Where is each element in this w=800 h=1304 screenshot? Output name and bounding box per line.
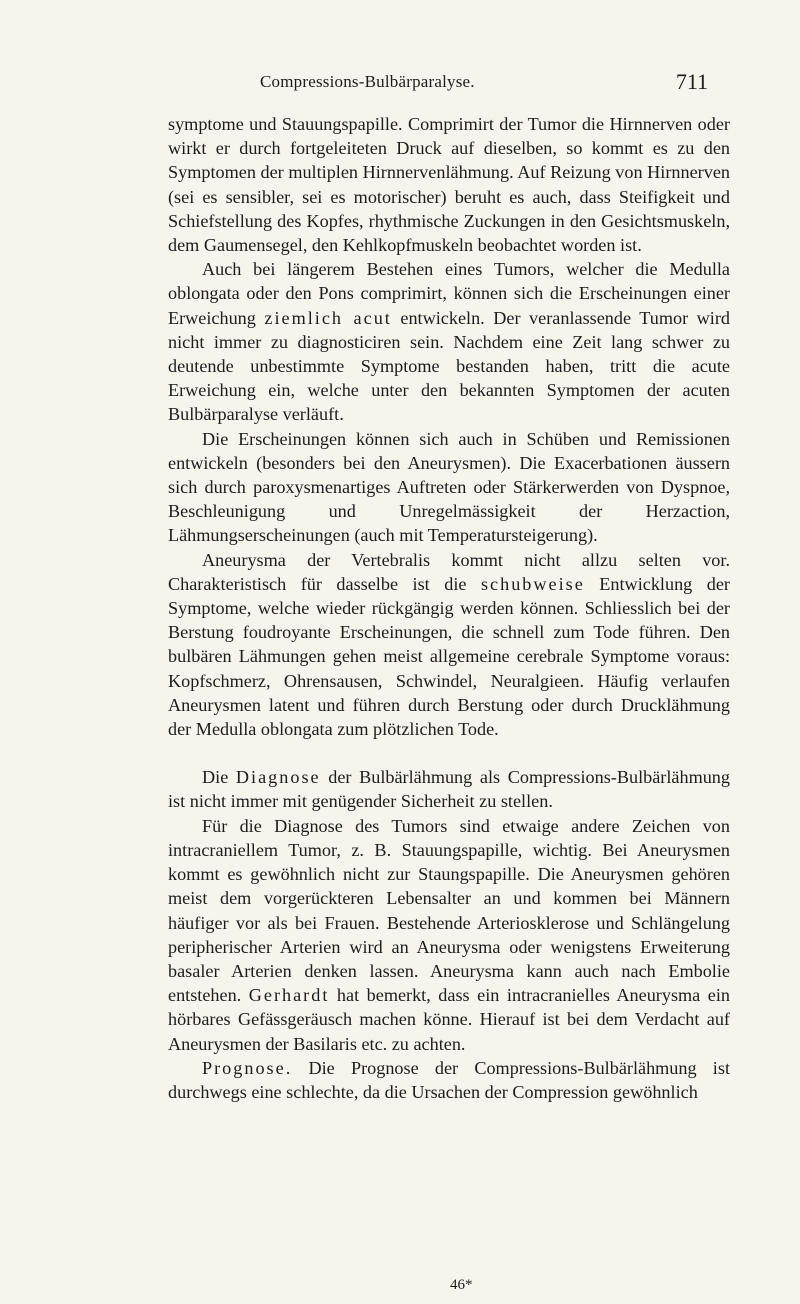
page-number: 711 bbox=[675, 69, 708, 94]
paragraph bbox=[168, 765, 730, 813]
running-head bbox=[168, 70, 730, 100]
paragraph-text: entwickeln. Der veranlassende Tumor wird nicht immer zu diagnosticiren sein. Nachdem eine Zeit lang schwer zu deutende unbestimmte Symptome bestanden haben, tritt die acute Erweichung ein, welche unter den bekannten Symptomen der acuten Bulbärparalyse verläuft. bbox=[168, 307, 730, 425]
body-text bbox=[168, 112, 730, 1104]
paragraph-text: hat bemerkt, dass ein intracranielles Aneurysma ein hörbares Gefässgeräusch machen könne. Hierauf ist bei dem Verdacht auf Aneurysmen der Basilaris etc. zu achten. bbox=[168, 985, 730, 1054]
paragraph bbox=[168, 257, 730, 426]
paragraph-text: Aneurysma der Vertebralis kommt nicht allzu selten vor. Charakteristisch für dasselbe ist die bbox=[168, 549, 730, 594]
paragraph bbox=[168, 548, 730, 742]
signature-mark: 46* bbox=[450, 1277, 473, 1293]
paragraph-text: Entwicklung der Symptome, welche wieder rückgängig werden können. Schliesslich bei der Berstung foudroyante Erscheinungen, die schnell zum Tode führen. Den bulbären Lähmungen gehen meist allgemeine cerebrale Symptome voraus: Kopfschmerz, Ohrensausen, Schwindel, Neuralgieen. Häufig verlaufen Aneurysmen latent und führen durch Berstung oder durch Drucklähmung der Medulla oblongata zum plötzlichen Tode. bbox=[168, 573, 730, 740]
paragraph bbox=[168, 1056, 730, 1104]
paragraph-text: der Bulbärlähmung als Compressions-Bulbärlähmung ist nicht immer mit genügender Sicherheit zu stellen. bbox=[168, 767, 730, 812]
section-heading-diagnose: Diagnose bbox=[235, 767, 321, 788]
paragraph-text: Für die Diagnose des Tumors sind etwaige andere Zeichen von intracraniellem Tumor, z. B. Stauungspapille, wichtig. Bei Aneurysmen kommt es gewöhnlich nicht zur Staungspapille. Die Aneurysmen gehören meist dem vorgerückteren Lebensalter an und kommen bei Männern häufiger vor als bei Frauen. Bestehende Arteriosklerose und Schlängelung peripherischer Arterien wird an Aneurysma oder wenigstens Erweiterung basaler Arterien denken lassen. Aneurysma kann auch nach Embolie entstehen. bbox=[168, 815, 730, 1006]
paragraph bbox=[168, 814, 730, 1056]
emphasis-text: schubweise bbox=[480, 573, 585, 594]
paragraph bbox=[168, 427, 730, 548]
running-title: Compressions-Bulbärparalyse. bbox=[260, 72, 475, 91]
paragraph bbox=[168, 112, 730, 257]
paragraph-text: Die bbox=[202, 767, 236, 788]
paragraph-text: Die Erscheinungen können sich auch in Schüben und Remissionen entwickeln (besonders bei den Aneurysmen). Die Exacerbationen äussern sich durch paroxysmenartiges Auftreten oder Stärkerwerden von Dyspnoe, Beschleunigung und Unregelmässigkeit der Herzaction, Lähmungserscheinungen (auch mit Temperatursteigerung). bbox=[168, 428, 730, 546]
paragraph-text: Die Prognose der Compressions-Bulbärlähmung ist durchwegs eine schlechte, da die Ursachen der Compression gewöhnlich bbox=[168, 1057, 730, 1102]
author-name: Gerhardt bbox=[248, 985, 330, 1006]
emphasis-text: ziemlich acut bbox=[264, 307, 392, 328]
paragraph-text: Auch bei längerem Bestehen eines Tumors, welcher die Medulla oblongata oder den Pons comprimirt, können sich die Erscheinungen einer Erweichung bbox=[168, 259, 730, 328]
section-heading-prognose: Prognose. bbox=[202, 1057, 293, 1078]
paragraph-text: symptome und Stauungspapille. Comprimirt der Tumor die Hirnnerven oder wirkt er durch fortgeleiteten Druck auf dieselben, so kommt es zu den Symptomen der multiplen Hirnnervenlähmung. Auf Reizung von Hirnnerven (sei es sensibler, sei es motorischer) beruht es auch, dass Steifigkeit und Schiefstellung des Kopfes, rhythmische Zuckungen in den Gesichtsmuskeln, dem Gaumensegel, den Kehlkopfmuskeln beobachtet worden ist. bbox=[168, 114, 730, 256]
